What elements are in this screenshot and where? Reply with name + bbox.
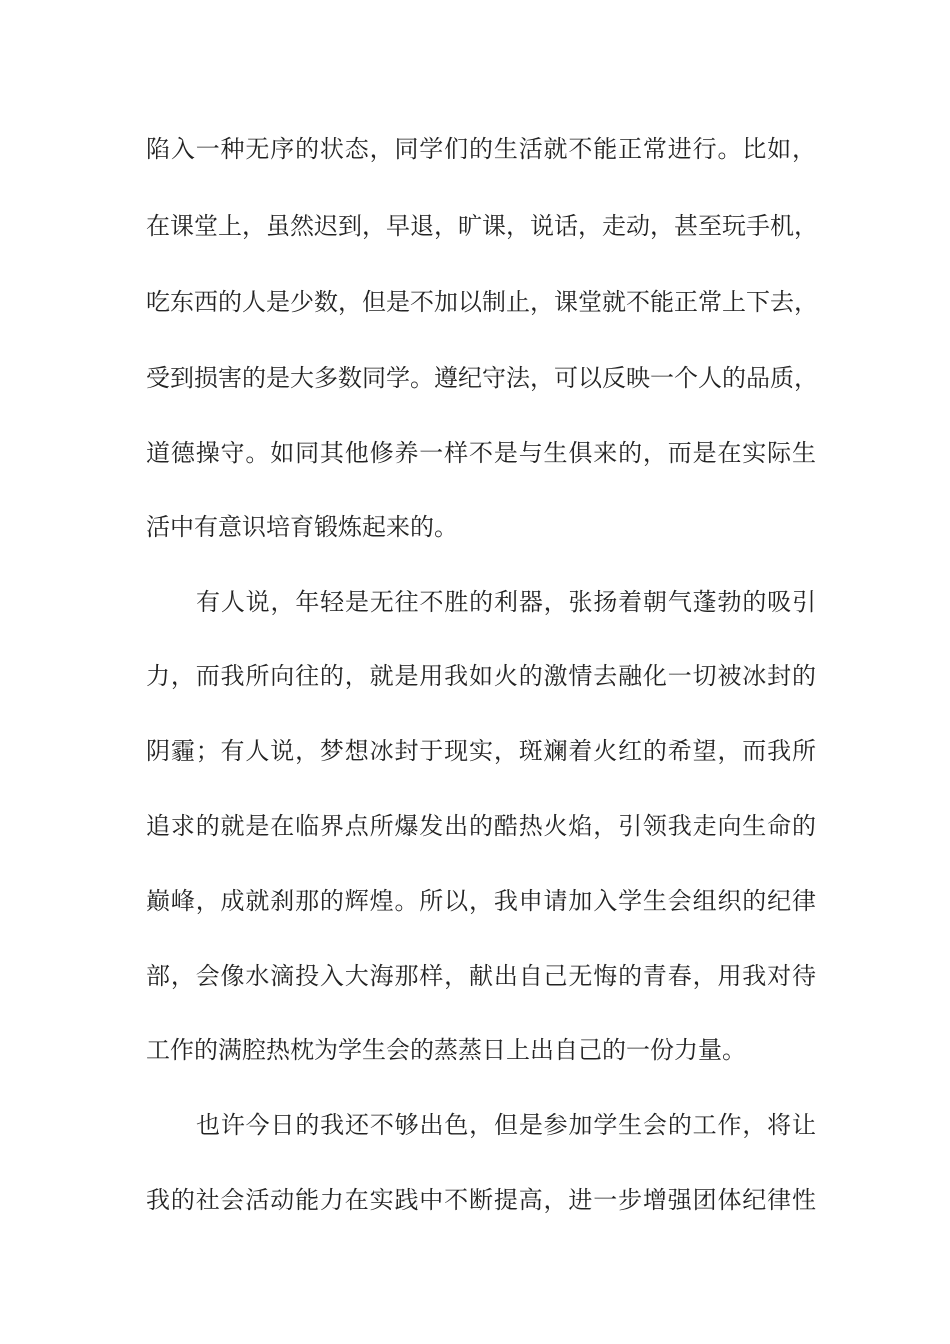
- text-line: 工作的满腔热枕为学生会的蒸蒸日上出自己的一份力量。: [146, 1036, 746, 1064]
- text-line: 陷入一种无序的状态，同学们的生活就不能正常进行。比如，: [146, 135, 816, 163]
- text-line: 力，而我所向往的，就是用我如火的激情去融化一切被冰封的: [146, 662, 816, 690]
- text-line: 也许今日的我还不够出色，但是参加学生会的工作，将让: [196, 1111, 816, 1139]
- text-line: 我的社会活动能力在实践中不断提高，进一步增强团体纪律性: [146, 1186, 816, 1214]
- text-line: 有人说，年轻是无往不胜的利器，张扬着朝气蓬勃的吸引: [196, 588, 816, 616]
- text-line: 受到损害的是大多数同学。遵纪守法，可以反映一个人的品质，: [146, 364, 818, 392]
- text-line: 在课堂上，虽然迟到，早退，旷课，说话，走动，甚至玩手机，: [146, 212, 818, 240]
- text-line: 阴霾；有人说，梦想冰封于现实，斑斓着火红的希望，而我所: [146, 737, 816, 765]
- text-line: 活中有意识培育锻炼起来的。: [146, 513, 458, 541]
- text-line: 吃东西的人是少数，但是不加以制止，课堂就不能正常上下去，: [146, 288, 818, 316]
- text-line: 追求的就是在临界点所爆发出的酷热火焰，引领我走向生命的: [146, 812, 816, 840]
- text-line: 部，会像水滴投入大海那样，献出自己无悔的青春，用我对待: [146, 962, 816, 990]
- text-line: 巅峰，成就刹那的辉煌。所以，我申请加入学生会组织的纪律: [146, 887, 816, 915]
- text-line: 道德操守。如同其他修养一样不是与生俱来的，而是在实际生: [146, 439, 816, 467]
